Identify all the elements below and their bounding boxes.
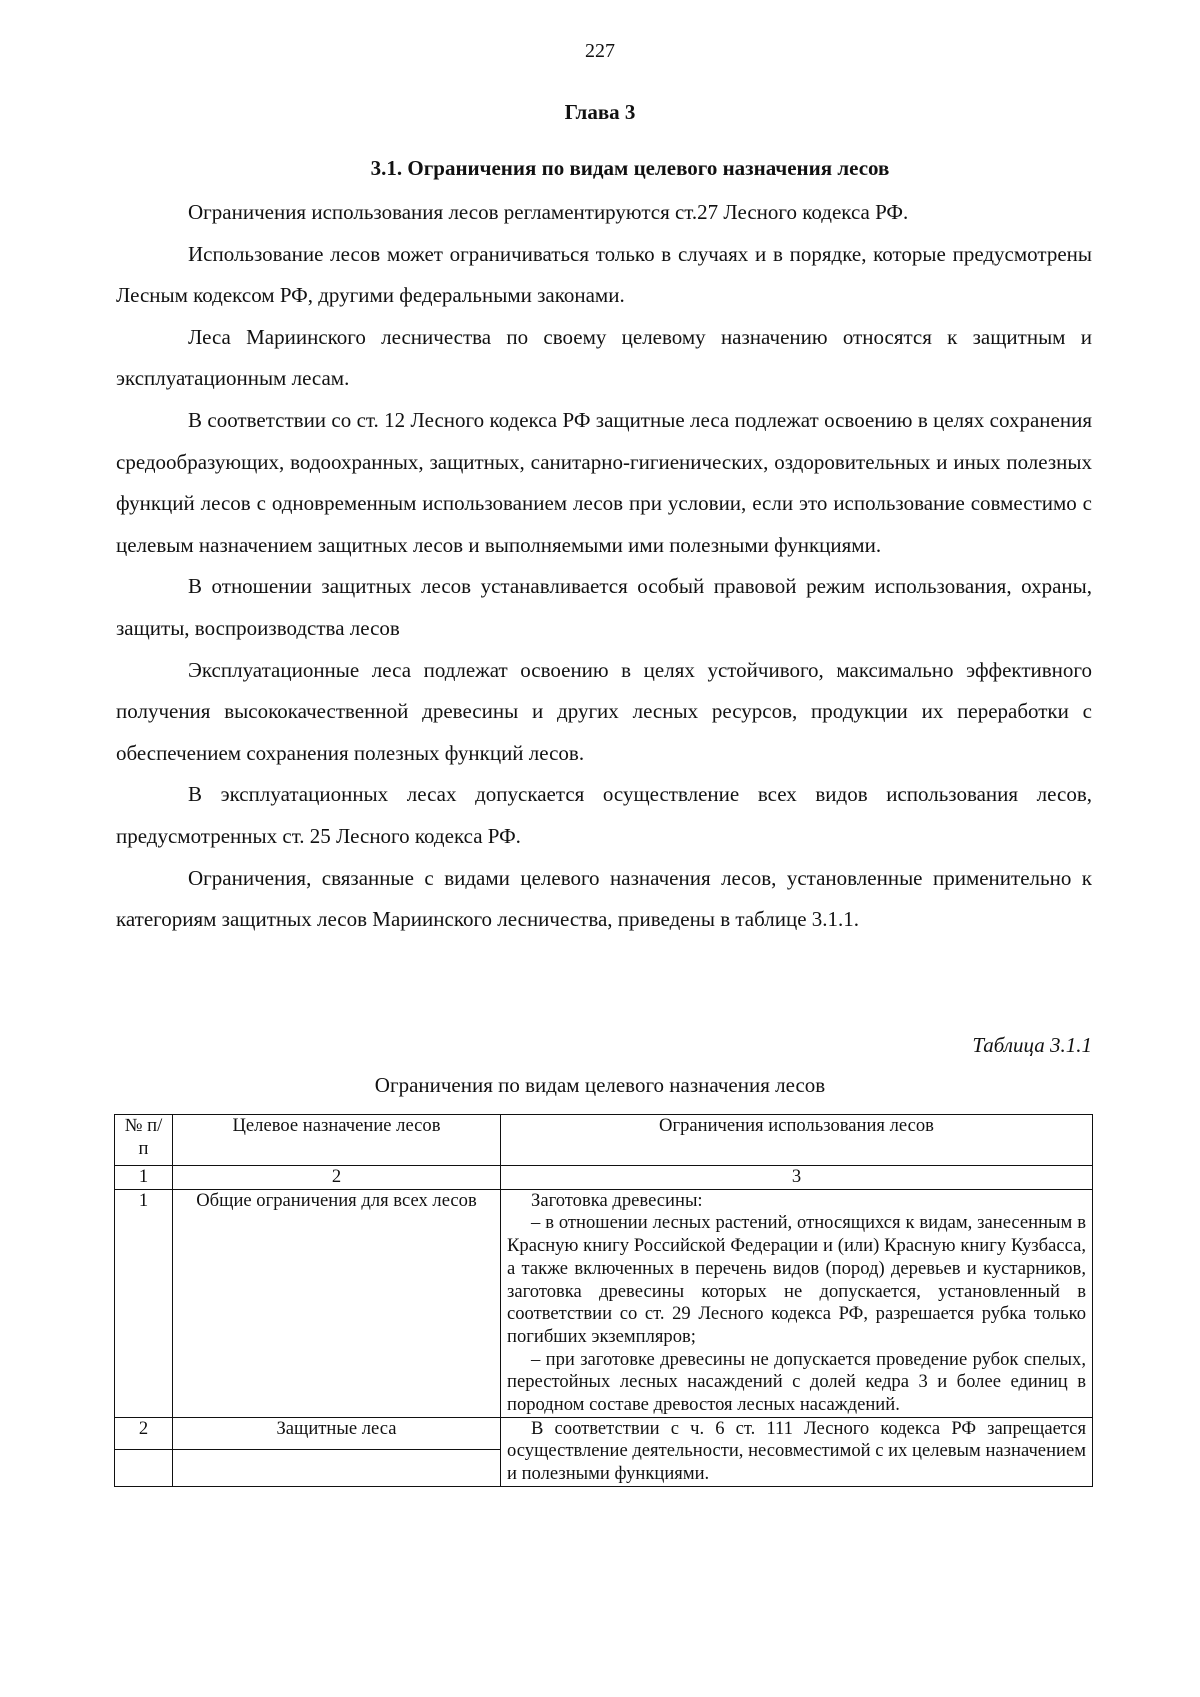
empty-cell — [115, 1449, 173, 1486]
header-purpose: Целевое назначение лесов — [173, 1115, 501, 1166]
table-header-row — [115, 1115, 1093, 1166]
paragraph: В эксплуатационных лесах допускается осуществление всех видов использования лесов, предусмотренных ст. 25 Лесного кодекса РФ. — [116, 782, 1092, 848]
paragraph: В соответствии со ст. 12 Лесного кодекса РФ защитные леса подлежат освоению в целях сохранения средообразующих, водоохранных, защитных, санитарно-гигиенических, оздоровительных и иных полезных функций лесов с одновременным использованием лесов при условии, если это использование совместимо с целевым назначением защитных лесов и выполняемыми ими полезными функциями. — [116, 407, 1092, 557]
column-number: 3 — [501, 1166, 1093, 1190]
header-limits: Ограничения использования лесов — [501, 1115, 1093, 1166]
table-row — [115, 1189, 1093, 1417]
page-number: 227 — [585, 40, 615, 62]
row-limits — [501, 1189, 1093, 1417]
paragraph: Леса Мариинского лесничества по своему целевому назначению относятся к защитным и эксплуатационным лесам. — [116, 324, 1092, 391]
empty-cell — [173, 1449, 501, 1486]
section-title: 3.1. Ограничения по видам целевого назначения лесов — [370, 156, 890, 180]
header-number: № п/п — [115, 1115, 173, 1166]
row-number: 2 — [115, 1417, 173, 1449]
body-text — [116, 192, 1092, 941]
table-row — [115, 1417, 1093, 1449]
paragraph: Ограничения, связанные с видами целевого назначения лесов, установленные применительно к категориям защитных лесов Мариинского лесничества, приведены в таблице 3.1.1. — [116, 865, 1092, 932]
limit-text: – при заготовке древесины не допускается проведение рубок спелых, перестойных лесных насаждений с долей кедра 3 и более единиц в породном составе древостоя лесных насаждений. — [507, 1348, 1086, 1416]
row-limits — [501, 1417, 1093, 1486]
chapter-heading: Глава 3 — [564, 100, 636, 124]
paragraph: Использование лесов может ограничиваться только в случаях и в порядке, которые предусмотрены Лесным кодексом РФ, другими федеральными законами. — [116, 241, 1092, 308]
limit-text: Заготовка древесины: — [531, 1189, 703, 1211]
limits-table — [114, 1114, 1093, 1487]
limit-text: В соответствии с ч. 6 ст. 111 Лесного кодекса РФ запрещается осуществление деятельности, несовместимой с их целевым назначением и полезными функциями. — [507, 1417, 1086, 1485]
paragraph: Эксплуатационные леса подлежат освоению в целях устойчивого, максимально эффективного получения высококачественной древесины и других лесных ресурсов, продукции их переработки с обеспечением сохранения полезных функций лесов. — [116, 657, 1092, 765]
table-title: Ограничения по видам целевого назначения лесов — [374, 1073, 826, 1097]
row-purpose: Общие ограничения для всех лесов — [173, 1189, 501, 1417]
limit-text: – в отношении лесных растений, относящихся к видам, занесенным в Красную книгу Российской Федерации и (или) Красную книгу Кузбасса, а также включенных в перечень видов (пород) деревьев и кустарников, заготовка древесины которых не допускается, установленный в соответствии со ст. 29 Лесного кодекса РФ, разрешается рубка только погибших экземпляров; — [507, 1212, 1086, 1347]
column-number: 1 — [115, 1166, 173, 1190]
row-purpose: Защитные леса — [173, 1417, 501, 1449]
row-number: 1 — [115, 1189, 173, 1417]
column-number-row — [115, 1166, 1093, 1190]
paragraph: Ограничения использования лесов регламентируются ст.27 Лесного кодекса РФ. — [188, 200, 909, 224]
table-caption: Таблица 3.1.1 — [972, 1033, 1092, 1057]
paragraph: В отношении защитных лесов устанавливается особый правовой режим использования, охраны, защиты, воспроизводства лесов — [116, 574, 1092, 640]
column-number: 2 — [173, 1166, 501, 1190]
